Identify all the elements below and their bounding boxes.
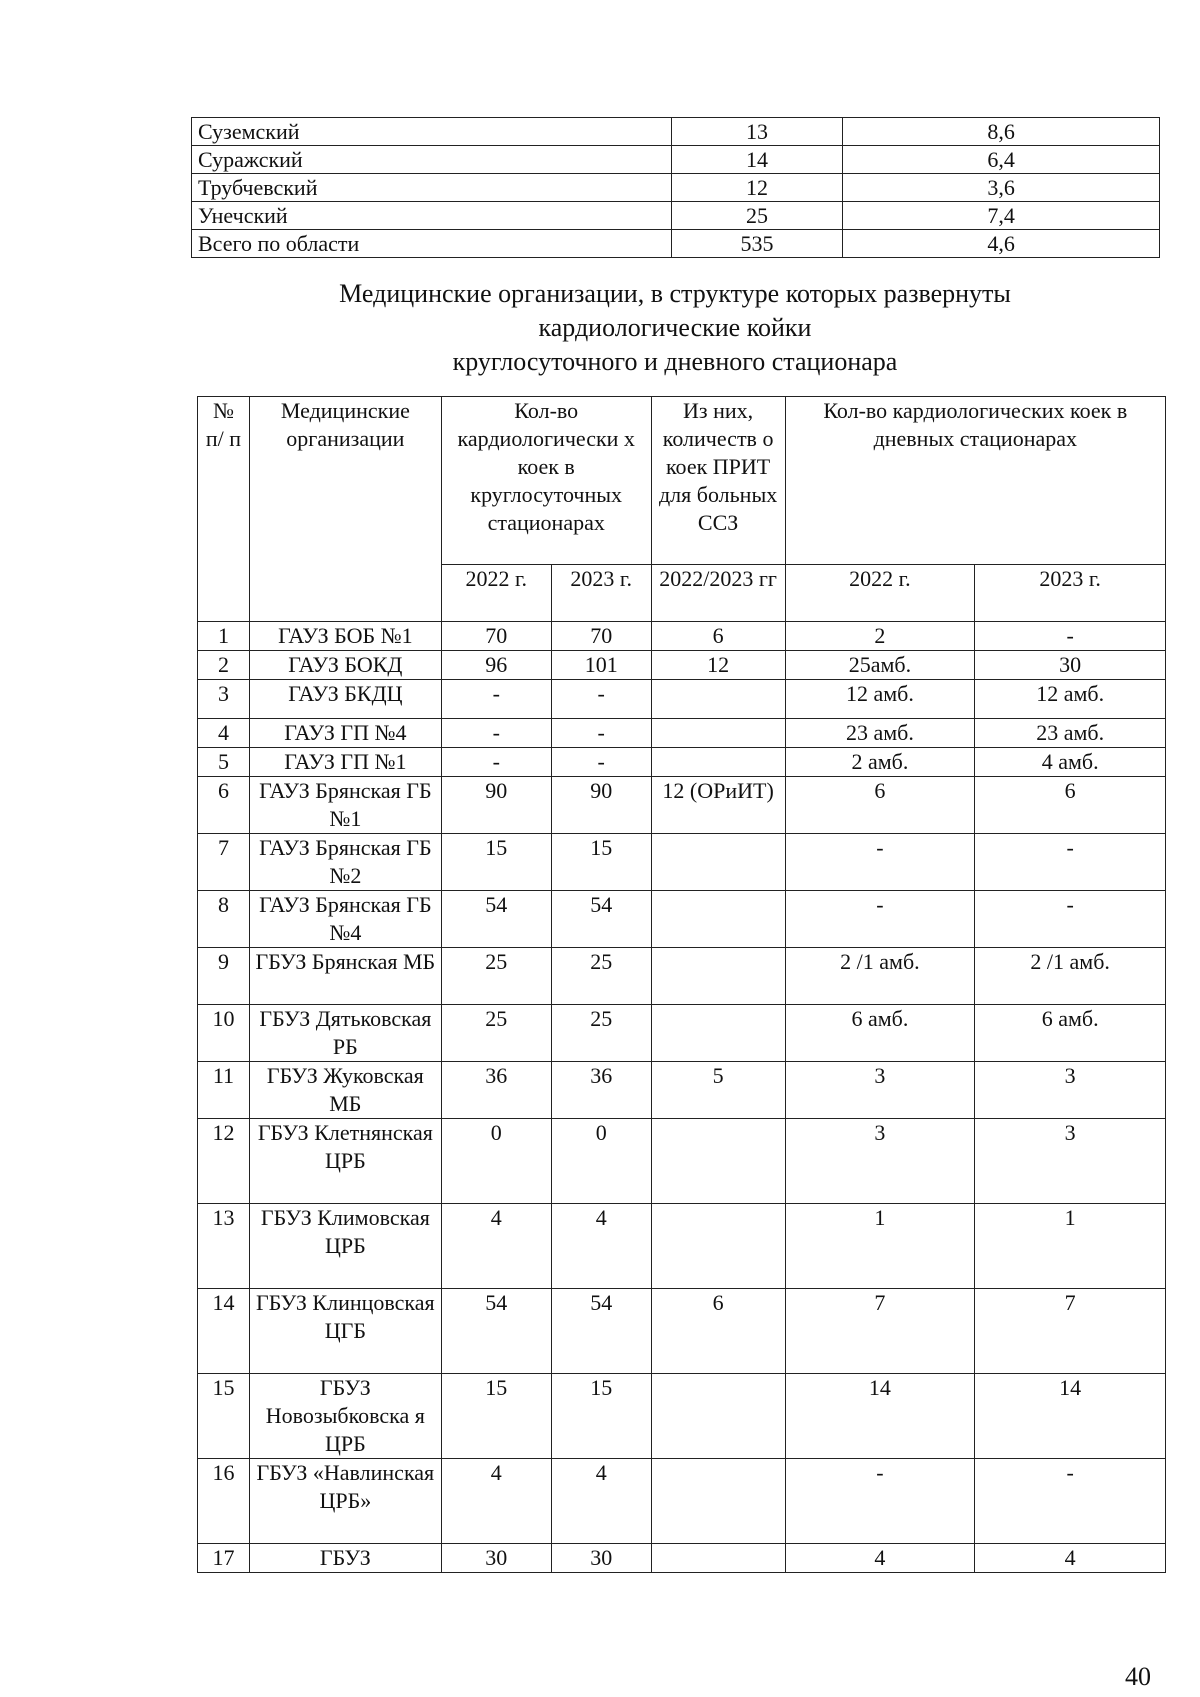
org-name: ГБУЗ «Навлинская ЦРБ» xyxy=(249,1459,441,1544)
round-2023: 36 xyxy=(551,1062,651,1119)
page-number: 40 xyxy=(1125,1662,1151,1691)
table-row xyxy=(192,174,1160,202)
prit-beds xyxy=(651,1005,785,1062)
round-2022: 4 xyxy=(441,1459,551,1544)
row-number: 2 xyxy=(198,651,250,680)
round-2022: 4 xyxy=(441,1204,551,1289)
round-2023: 0 xyxy=(551,1119,651,1204)
round-2023: 15 xyxy=(551,834,651,891)
district-name: Трубчевский xyxy=(192,174,672,202)
prit-beds: 6 xyxy=(651,622,785,651)
district-value-a: 535 xyxy=(671,230,843,258)
day-2022: 14 xyxy=(785,1374,975,1459)
district-table-body xyxy=(192,118,1160,258)
org-name: ГБУЗ Жуковская МБ xyxy=(249,1062,441,1119)
header-day: Кол-во кардиологических коек в дневных стационарах xyxy=(785,397,1165,565)
table-row xyxy=(198,1204,1166,1289)
org-name: ГБУЗ Клинцовская ЦГБ xyxy=(249,1289,441,1374)
header-day-2022: 2022 г. xyxy=(785,564,975,621)
header-round: Кол-во кардиологически х коек в круглосуточных стационарах xyxy=(441,397,651,565)
header-round-2022: 2022 г. xyxy=(441,564,551,621)
table-row xyxy=(198,1459,1166,1544)
org-name: ГБУЗ Дятьковская РБ xyxy=(249,1005,441,1062)
row-number: 3 xyxy=(198,680,250,719)
district-name: Суражский xyxy=(192,146,672,174)
round-2022: 15 xyxy=(441,1374,551,1459)
day-2022: 4 xyxy=(785,1544,975,1573)
day-2022: - xyxy=(785,834,975,891)
district-value-b: 3,6 xyxy=(843,174,1160,202)
day-2022: 23 амб. xyxy=(785,719,975,748)
table-row xyxy=(198,1062,1166,1119)
round-2022: 90 xyxy=(441,777,551,834)
row-number: 9 xyxy=(198,948,250,1005)
district-name: Унечский xyxy=(192,202,672,230)
day-2022: 2 амб. xyxy=(785,748,975,777)
table-row xyxy=(198,948,1166,1005)
org-name: ГБУЗ xyxy=(249,1544,441,1573)
prit-beds: 12 xyxy=(651,651,785,680)
day-2022: 6 амб. xyxy=(785,1005,975,1062)
table-row xyxy=(198,1289,1166,1374)
table-row xyxy=(198,748,1166,777)
day-2023: - xyxy=(975,834,1166,891)
row-number: 8 xyxy=(198,891,250,948)
header-row xyxy=(198,397,1166,565)
day-2023: 2 /1 амб. xyxy=(975,948,1166,1005)
round-2022: 25 xyxy=(441,1005,551,1062)
district-value-a: 13 xyxy=(671,118,843,146)
round-2022: - xyxy=(441,680,551,719)
day-2023: 30 xyxy=(975,651,1166,680)
prit-beds: 6 xyxy=(651,1289,785,1374)
row-number: 16 xyxy=(198,1459,250,1544)
day-2022: 1 xyxy=(785,1204,975,1289)
org-name: ГАУЗ БКДЦ xyxy=(249,680,441,719)
round-2022: 25 xyxy=(441,948,551,1005)
row-number: 4 xyxy=(198,719,250,748)
district-value-b: 7,4 xyxy=(843,202,1160,230)
district-table xyxy=(191,117,1160,258)
table-row xyxy=(198,1374,1166,1459)
org-name: ГБУЗ Новозыбковска я ЦРБ xyxy=(249,1374,441,1459)
org-name: ГАУЗ Брянская ГБ №2 xyxy=(249,834,441,891)
prit-beds: 5 xyxy=(651,1062,785,1119)
day-2022: 6 xyxy=(785,777,975,834)
day-2023: 7 xyxy=(975,1289,1166,1374)
round-2022: 15 xyxy=(441,834,551,891)
round-2022: 96 xyxy=(441,651,551,680)
header-prit: Из них, количеств о коек ПРИТ для больных ССЗ xyxy=(651,397,785,565)
row-number: 14 xyxy=(198,1289,250,1374)
prit-beds xyxy=(651,1204,785,1289)
round-2023: 70 xyxy=(551,622,651,651)
prit-beds xyxy=(651,719,785,748)
day-2023: - xyxy=(975,1459,1166,1544)
header-prit-years: 2022/2023 гг xyxy=(651,564,785,621)
round-2023: 4 xyxy=(551,1459,651,1544)
title-line-1: Медицинские организации, в структуре которых развернуты xyxy=(339,279,1011,308)
district-value-b: 6,4 xyxy=(843,146,1160,174)
table-header xyxy=(198,397,1166,622)
row-number: 15 xyxy=(198,1374,250,1459)
round-2023: 15 xyxy=(551,1374,651,1459)
district-name: Всего по области xyxy=(192,230,672,258)
district-value-a: 25 xyxy=(671,202,843,230)
district-value-a: 14 xyxy=(671,146,843,174)
table-row xyxy=(198,1119,1166,1204)
header-org: Медицинские организации xyxy=(249,397,441,622)
round-2022: 36 xyxy=(441,1062,551,1119)
day-2022: - xyxy=(785,1459,975,1544)
org-name: ГАУЗ БОКД xyxy=(249,651,441,680)
day-2023: 3 xyxy=(975,1062,1166,1119)
prit-beds xyxy=(651,948,785,1005)
round-2022: - xyxy=(441,719,551,748)
table-row xyxy=(198,777,1166,834)
district-value-b: 4,6 xyxy=(843,230,1160,258)
prit-beds xyxy=(651,748,785,777)
round-2023: 90 xyxy=(551,777,651,834)
org-name: ГАУЗ ГП №1 xyxy=(249,748,441,777)
table-row xyxy=(198,891,1166,948)
org-name: ГБУЗ Брянская МБ xyxy=(249,948,441,1005)
round-2023: 101 xyxy=(551,651,651,680)
row-number: 1 xyxy=(198,622,250,651)
round-2023: 25 xyxy=(551,1005,651,1062)
row-number: 12 xyxy=(198,1119,250,1204)
header-num: № п/ п xyxy=(198,397,250,622)
round-2023: - xyxy=(551,680,651,719)
round-2022: - xyxy=(441,748,551,777)
org-name: ГБУЗ Климовская ЦРБ xyxy=(249,1204,441,1289)
prit-beds xyxy=(651,680,785,719)
day-2023: 3 xyxy=(975,1119,1166,1204)
round-2023: - xyxy=(551,748,651,777)
round-2022: 30 xyxy=(441,1544,551,1573)
table-row xyxy=(198,651,1166,680)
round-2022: 0 xyxy=(441,1119,551,1204)
table-row xyxy=(192,230,1160,258)
day-2022: 3 xyxy=(785,1119,975,1204)
table-body xyxy=(198,622,1166,1573)
round-2023: 54 xyxy=(551,891,651,948)
row-number: 10 xyxy=(198,1005,250,1062)
row-number: 13 xyxy=(198,1204,250,1289)
day-2023: 4 xyxy=(975,1544,1166,1573)
round-2022: 54 xyxy=(441,1289,551,1374)
day-2023: 1 xyxy=(975,1204,1166,1289)
day-2023: 14 xyxy=(975,1374,1166,1459)
district-value-b: 8,6 xyxy=(843,118,1160,146)
day-2023: 12 амб. xyxy=(975,680,1166,719)
header-round-2023: 2023 г. xyxy=(551,564,651,621)
day-2022: - xyxy=(785,891,975,948)
row-number: 11 xyxy=(198,1062,250,1119)
row-number: 5 xyxy=(198,748,250,777)
round-2023: - xyxy=(551,719,651,748)
cardiology-beds-table xyxy=(197,396,1166,1573)
day-2023: 23 амб. xyxy=(975,719,1166,748)
section-title xyxy=(200,277,1150,379)
day-2022: 2 xyxy=(785,622,975,651)
prit-beds xyxy=(651,834,785,891)
day-2022: 25амб. xyxy=(785,651,975,680)
day-2023: 6 xyxy=(975,777,1166,834)
prit-beds xyxy=(651,891,785,948)
round-2023: 4 xyxy=(551,1204,651,1289)
prit-beds: 12 (ОРиИТ) xyxy=(651,777,785,834)
table-row xyxy=(198,719,1166,748)
org-name: ГАУЗ ГП №4 xyxy=(249,719,441,748)
round-2023: 54 xyxy=(551,1289,651,1374)
header-day-2023: 2023 г. xyxy=(975,564,1166,621)
day-2023: 6 амб. xyxy=(975,1005,1166,1062)
day-2022: 12 амб. xyxy=(785,680,975,719)
day-2023: 4 амб. xyxy=(975,748,1166,777)
prit-beds xyxy=(651,1544,785,1573)
round-2023: 25 xyxy=(551,948,651,1005)
table-row xyxy=(198,834,1166,891)
org-name: ГАУЗ Брянская ГБ №1 xyxy=(249,777,441,834)
org-name: ГАУЗ БОБ №1 xyxy=(249,622,441,651)
row-number: 7 xyxy=(198,834,250,891)
title-line-3: круглосуточного и дневного стационара xyxy=(452,347,898,376)
district-value-a: 12 xyxy=(671,174,843,202)
org-name: ГБУЗ Клетнянская ЦРБ xyxy=(249,1119,441,1204)
table-row xyxy=(198,1544,1166,1573)
table-row xyxy=(192,146,1160,174)
prit-beds xyxy=(651,1459,785,1544)
district-name: Суземский xyxy=(192,118,672,146)
table-row xyxy=(192,202,1160,230)
table-row xyxy=(198,680,1166,719)
table-row xyxy=(198,1005,1166,1062)
round-2022: 54 xyxy=(441,891,551,948)
day-2022: 2 /1 амб. xyxy=(785,948,975,1005)
day-2023: - xyxy=(975,622,1166,651)
table-row xyxy=(198,622,1166,651)
day-2022: 7 xyxy=(785,1289,975,1374)
round-2023: 30 xyxy=(551,1544,651,1573)
title-line-2: кардиологические койки xyxy=(538,313,812,342)
prit-beds xyxy=(651,1119,785,1204)
row-number: 6 xyxy=(198,777,250,834)
prit-beds xyxy=(651,1374,785,1459)
day-2022: 3 xyxy=(785,1062,975,1119)
table-row xyxy=(192,118,1160,146)
day-2023: - xyxy=(975,891,1166,948)
row-number: 17 xyxy=(198,1544,250,1573)
org-name: ГАУЗ Брянская ГБ №4 xyxy=(249,891,441,948)
round-2022: 70 xyxy=(441,622,551,651)
